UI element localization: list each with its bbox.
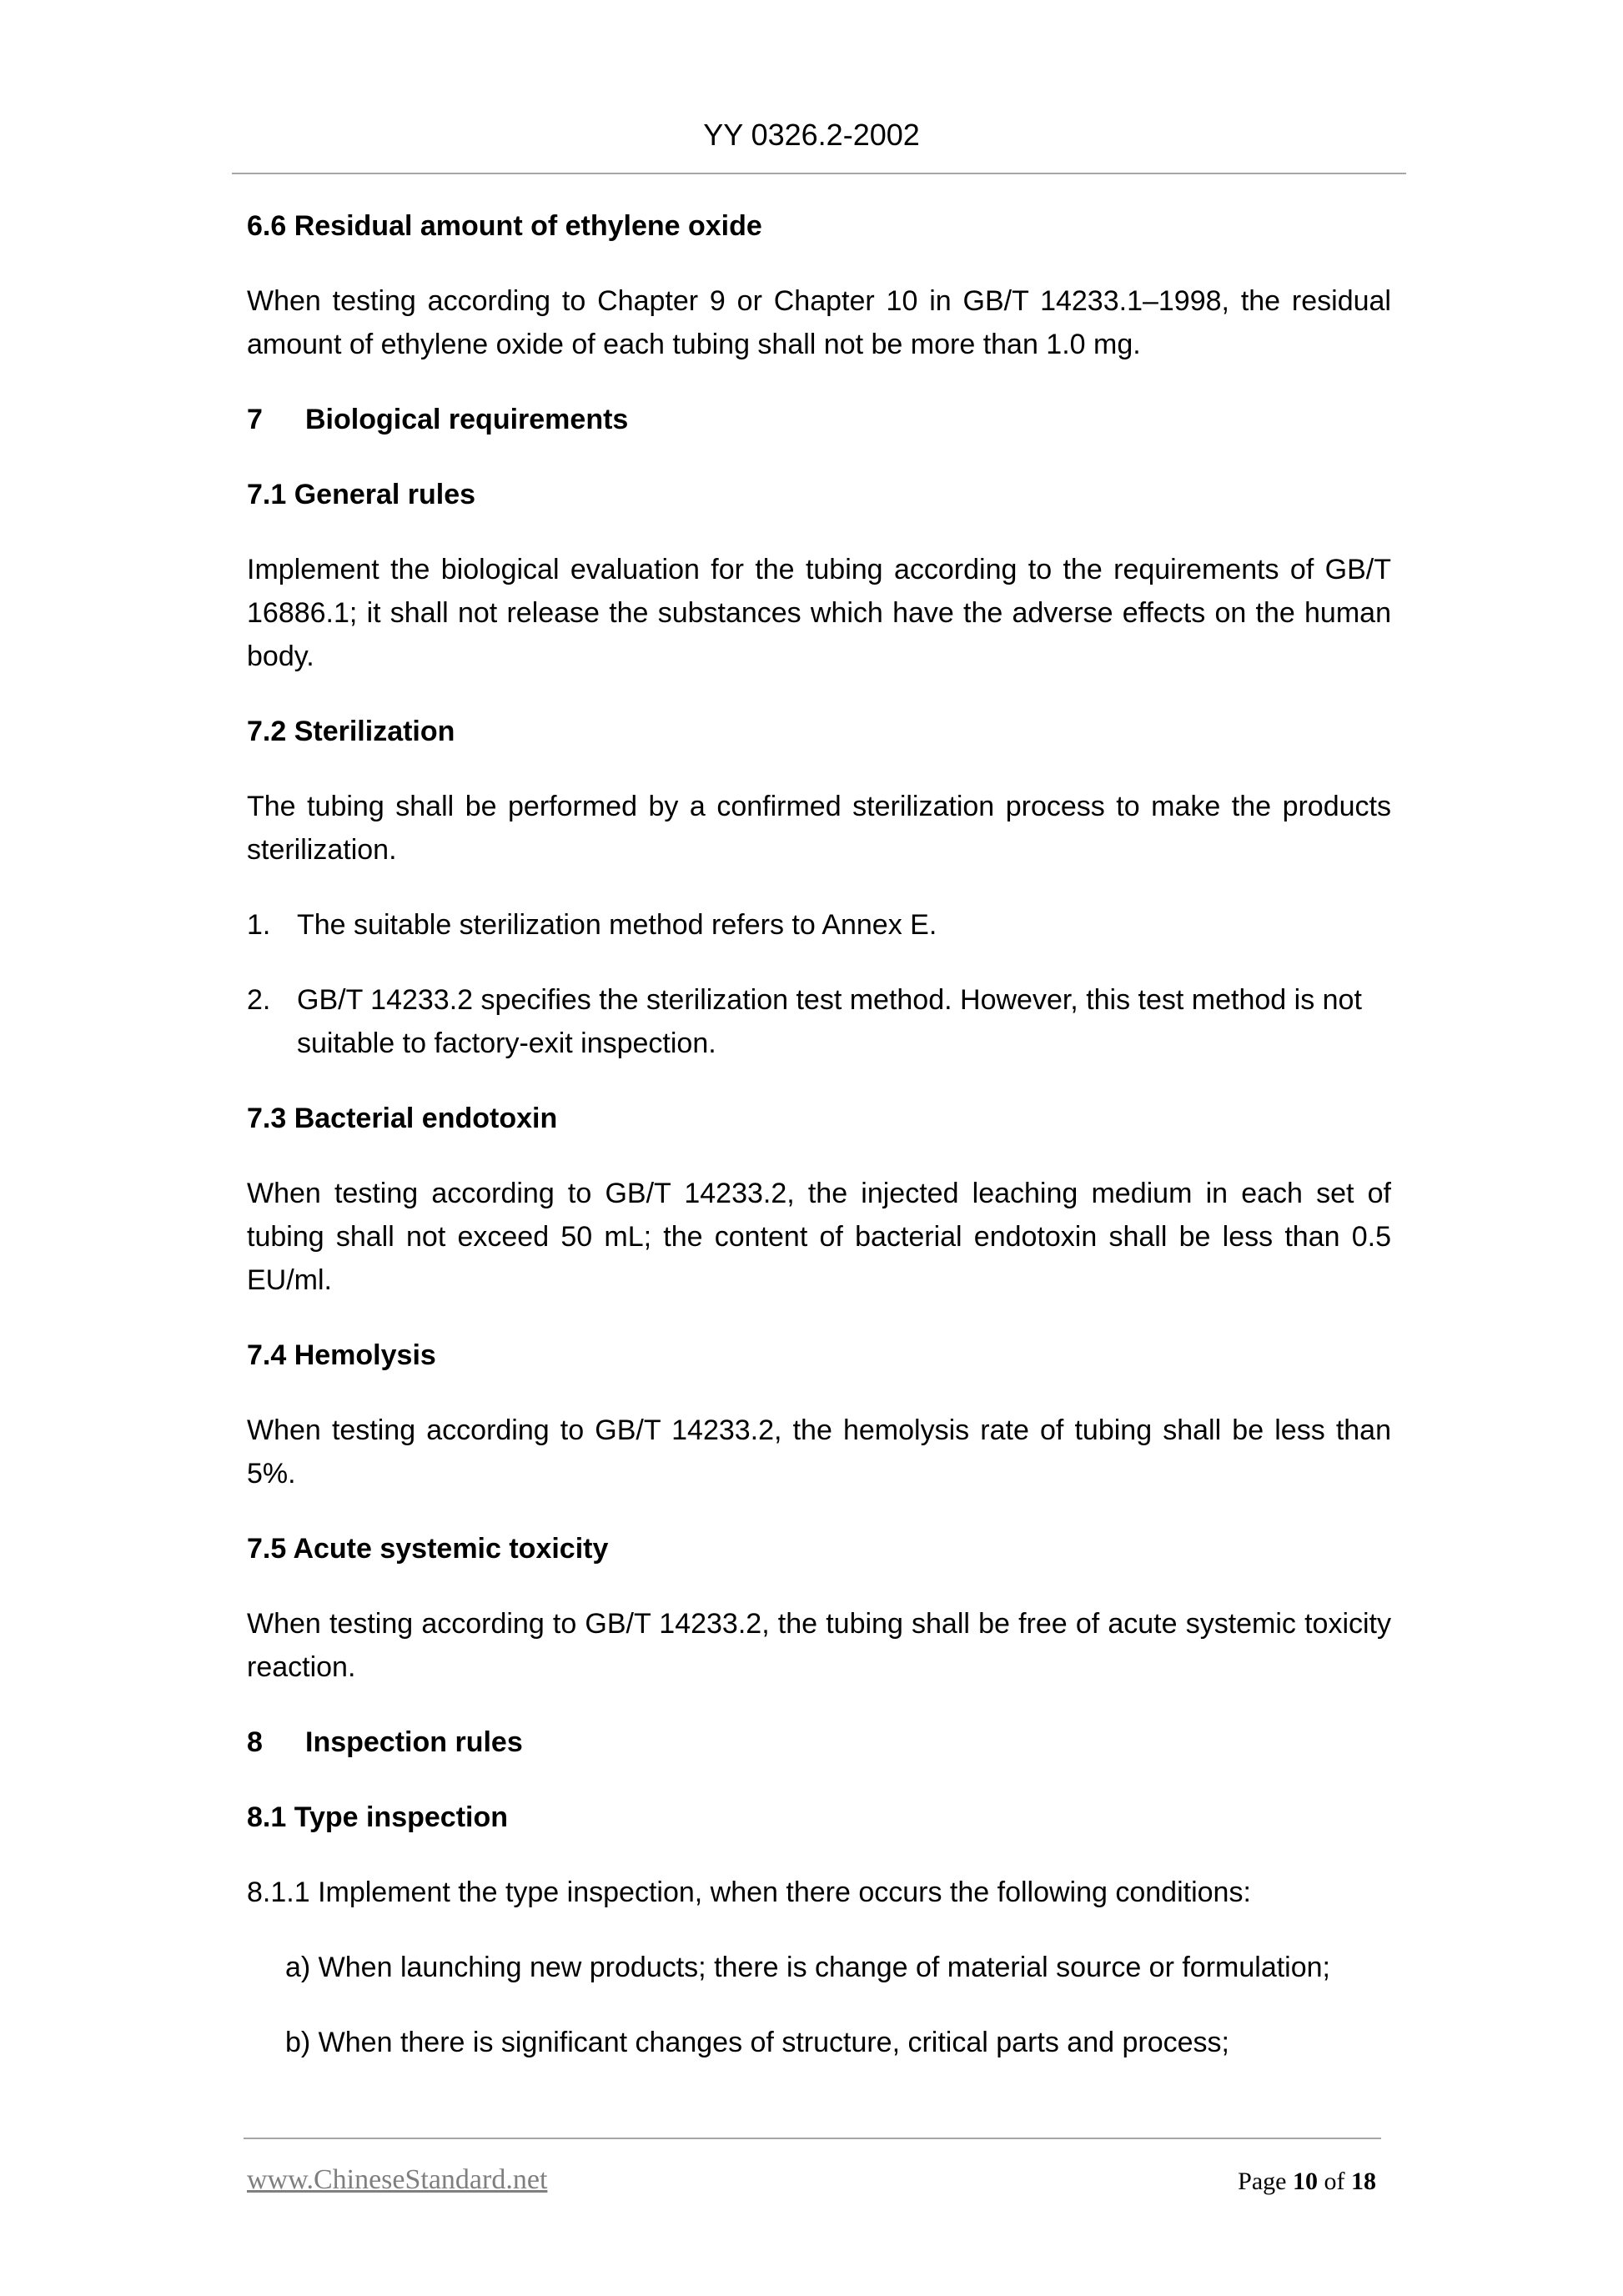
chapter-number: 7 (247, 404, 263, 435)
chapter-title: Biological requirements (305, 404, 629, 435)
section-text-7-1: Implement the biological evaluation for the tubing according to the requirements of GB/T 16886.1; it shall not release the substances which have the adverse effects on the human body. (247, 554, 1391, 672)
page-current: 10 (1293, 2168, 1318, 2195)
page-total: 18 (1351, 2168, 1376, 2195)
footer-divider (244, 2138, 1381, 2139)
list-item (247, 978, 1391, 1065)
list-item-text: The suitable sterilization method refers to Annex E. (297, 909, 937, 941)
document-code-header: YY 0326.2-2002 (703, 118, 920, 152)
condition-item: b) When there is significant changes of structure, critical parts and process; (285, 2027, 1229, 2058)
page-prefix: Page (1238, 2168, 1287, 2195)
list-item (247, 903, 1391, 947)
section-heading-6-6: 6.6 Residual amount of ethylene oxide (247, 210, 762, 242)
section-text-7-4: When testing according to GB/T 14233.2, the hemolysis rate of tubing shall be less than 5%. (247, 1414, 1391, 1490)
section-text-8-1-1: 8.1.1 Implement the type inspection, when there occurs the following conditions: (247, 1876, 1251, 1908)
section-heading-7-5: 7.5 Acute systemic toxicity (247, 1533, 609, 1565)
section-text-7-5: When testing according to GB/T 14233.2, the tubing shall be free of acute systemic toxicity reaction. (247, 1608, 1391, 1683)
list-item-text: GB/T 14233.2 specifies the sterilization test method. However, this test method is not suitable to factory-exit inspection. (297, 984, 1362, 1059)
section-heading-7-4: 7.4 Hemolysis (247, 1339, 436, 1371)
chapter-heading-7 (247, 398, 1391, 441)
list-item-number: 2. (247, 984, 271, 1016)
condition-item: a) When launching new products; there is change of material source or formulation; (285, 1952, 1330, 1983)
chapter-number: 8 (247, 1726, 263, 1758)
chapter-title: Inspection rules (305, 1726, 523, 1758)
section-heading-7-3: 7.3 Bacterial endotoxin (247, 1103, 558, 1134)
page-number (1238, 2165, 1376, 2198)
section-text-6-6: When testing according to Chapter 9 or Chapter 10 in GB/T 14233.1–1998, the residual amount of ethylene oxide of each tubing shall not be more than 1.0 mg. (247, 285, 1391, 360)
website-link[interactable]: www.ChineseStandard.net (247, 2164, 548, 2195)
list-item-number: 1. (247, 909, 271, 941)
page-of: of (1324, 2168, 1345, 2195)
header-divider (232, 173, 1406, 174)
page-content (247, 204, 1391, 2096)
section-heading-7-1: 7.1 General rules (247, 479, 476, 510)
section-text-7-2: The tubing shall be performed by a confirmed sterilization process to make the products sterilization. (247, 791, 1391, 866)
section-text-7-3: When testing according to GB/T 14233.2, the injected leaching medium in each set of tubing shall not exceed 50 mL; the content of bacterial endotoxin shall be less than 0.5 EU/ml. (247, 1178, 1391, 1296)
chapter-heading-8 (247, 1721, 1391, 1764)
section-heading-7-2: 7.2 Sterilization (247, 716, 455, 747)
section-heading-8-1: 8.1 Type inspection (247, 1801, 509, 1833)
